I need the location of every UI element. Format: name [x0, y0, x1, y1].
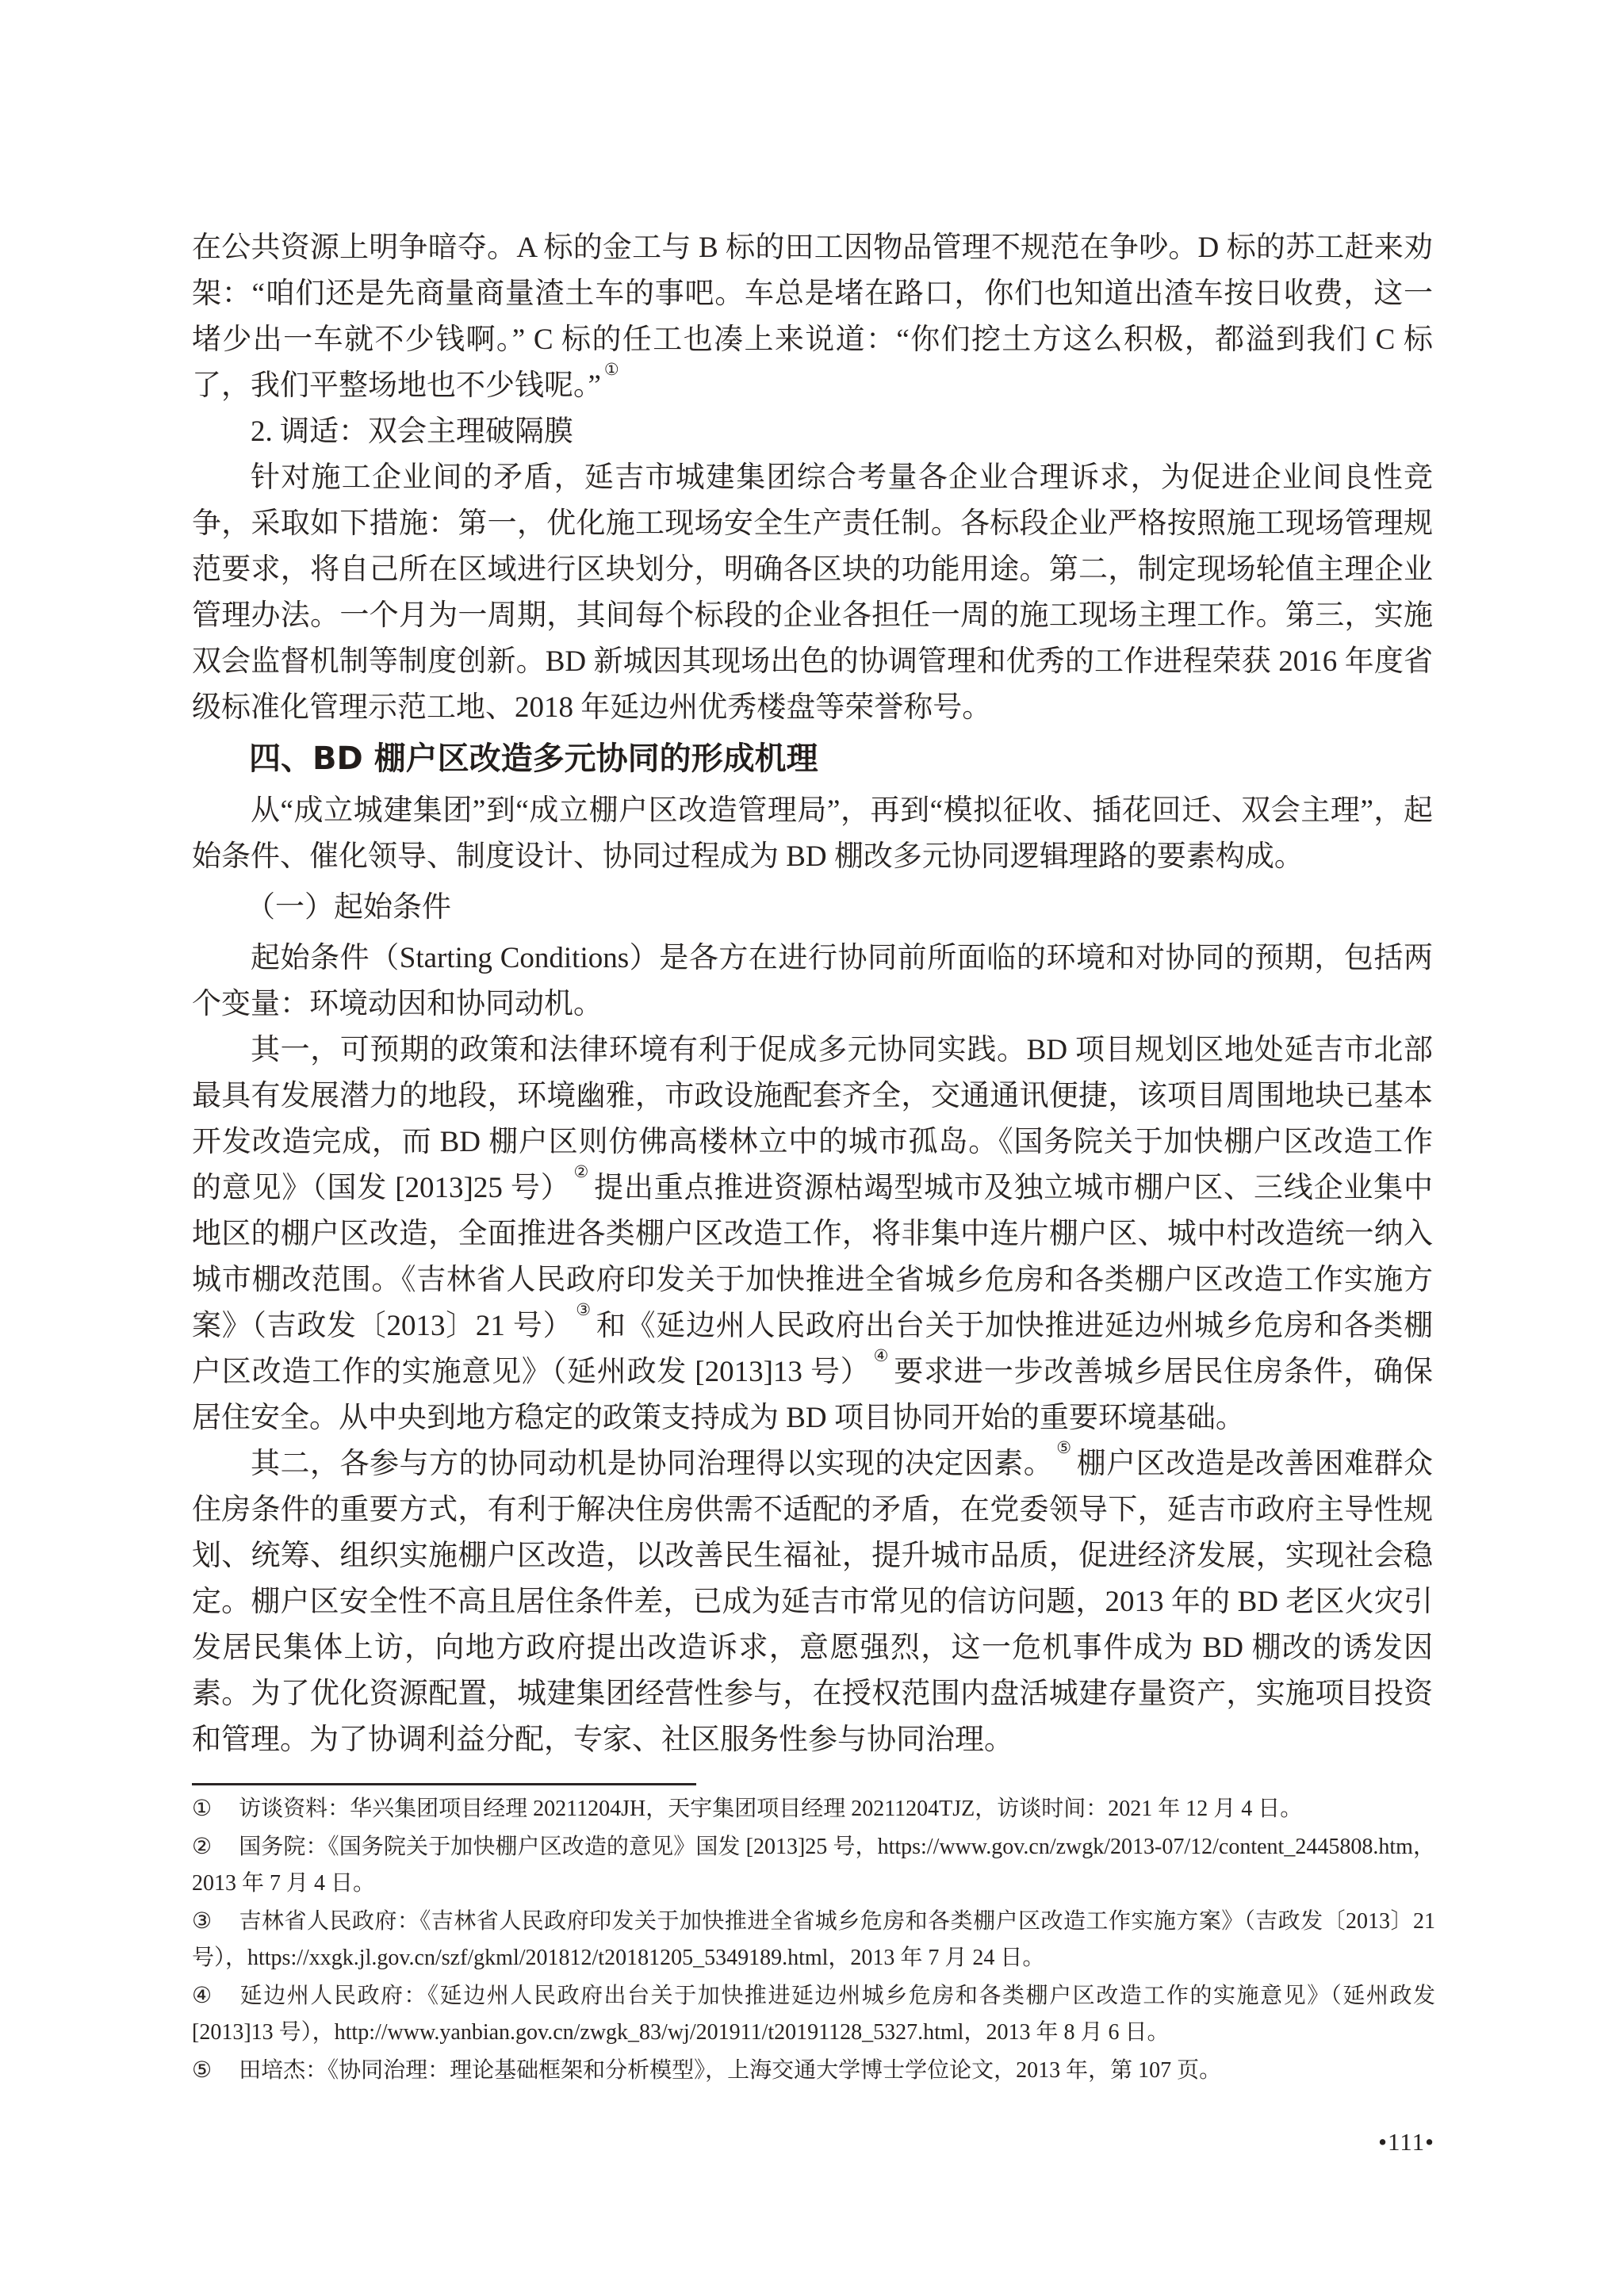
body-paragraph [192, 1438, 1434, 1763]
footnote-divider [192, 1783, 696, 1785]
body-paragraph: 针对施工企业间的矛盾，延吉市城建集团综合考量各企业合理诉求，为促进企业间良性竞争，采取如下措施：第一，优化施工现场安全生产责任制。各标段企业严格按照施工现场管理规范要求，将自己所在区域进行区块划分，明确各区块的功能用途。第二，制定现场轮值主理企业管理办法。一个月为一周期，其间每个标段的企业各担任一周的施工现场主理工作。第三，实施双会监督机制等制度创新。BD 新城因其现场出色的协调管理和优秀的工作进程荣获 2016 年度省级标准化管理示范工地、2018 年延边州优秀楼盘等荣誉称号。 [192, 461, 1433, 724]
footnote-marker: ③ [192, 1909, 213, 1934]
footnote-ref-5: ⑤ [1056, 1438, 1072, 1458]
body-paragraph: 起始条件（Starting Conditions）是各方在进行协同前所面临的环境和对协同的预期，包括两个变量：环境动因和协同动机。 [192, 942, 1433, 1020]
footnote-item [192, 2053, 1435, 2089]
footnote-marker: ⑤ [192, 2058, 213, 2083]
footnote-text: 吉林省人民政府：《吉林省人民政府印发关于加快推进全省城乡危房和各类棚户区改造工作实施方案》（吉政发〔2013〕21 号），https://xxgk.jl.gov.cn/szf/gkml/201812/t20181205_5349189.html，2013 年 7 月 24 日。 [192, 1909, 1435, 1970]
paragraph-text: 和《延边州人民政府出台关于加快推进延边州城乡危房和各类棚户区改造工作的实施意见》（延州政发 [2013]13 号） [192, 1310, 1434, 1388]
paragraph-text: 提出重点推进资源枯竭型城市及独立城市棚户区、三线企业集中地区的棚户区改造，全面推进各类棚户区改造工作，将非集中连片棚户区、城中村改造统一纳入城市棚改范围。《吉林省人民政府印发关于加快推进全省城乡危房和各类棚户区改造工作实施方案》（吉政发〔2013〕21 号） [192, 1172, 1433, 1342]
footnote-item [192, 1978, 1435, 2051]
paragraph-text: 要求进一步改善城乡居民住房条件，确保居住安全。从中央到地方稳定的政策支持成为 BD 项目协同开始的重要环境基础。 [192, 1356, 1434, 1434]
paragraph-text: 其二，各参与方的协同动机是协同治理得以实现的决定因素。 [251, 1448, 1054, 1480]
page-number: •111• [1378, 2128, 1434, 2156]
footnote-item [192, 1829, 1435, 1902]
footnote-ref-3: ③ [576, 1300, 592, 1320]
footnote-text: 延边州人民政府：《延边州人民政府出台关于加快推进延边州城乡危房和各类棚户区改造工作的实施意见》（延州政发 [2013]13 号），http://www.yanbian.gov.cn/zwgk_83/wj/201911/t20191128_5327.html，2013 年 8 月 6 日。 [192, 1984, 1435, 2045]
footnote-text: 国务院：《国务院关于加快棚户区改造的意见》国发 [2013]25 号，https://www.gov.cn/zwgk/2013-07/12/content_2445808.htm，2013 年 7 月 4 日。 [192, 1835, 1435, 1896]
footnote-item [192, 1904, 1435, 1976]
numbered-subheading: 2. 调适：双会主理破隔膜 [251, 415, 573, 448]
footnote-ref-1: ① [603, 360, 619, 380]
paragraph-text: 其一，可预期的政策和法律环境有利于促成多元协同实践。BD 项目规划区地处延吉市北部最具有发展潜力的地段，环境幽雅，市政设施配套齐全，交通通讯便捷，该项目周围地块已基本开发改造完成，而 BD 棚户区则仿佛高楼林立中的城市孤岛。《国务院关于加快棚户区改造工作的意见》（国发 [2013]25 号） [192, 1034, 1433, 1204]
footnote-text: 田培杰：《协同治理：理论基础框架和分析模型》，上海交通大学博士学位论文，2013 年，第 107 页。 [239, 2058, 1222, 2083]
body-paragraph [192, 225, 1433, 409]
sub-heading: （一）起始条件 [246, 891, 451, 924]
footnote-item [192, 1791, 1435, 1827]
paragraph-text: 在公共资源上明争暗夺。A 标的金工与 B 标的田工因物品管理不规范在争吵。D 标的苏工赶来劝架：“咱们还是先商量商量渣土车的事吧。车总是堵在路口，你们也知道出渣车按日收费，这一堵少出一车就不少钱啊。” C 标的任工也凑上来说道：“你们挖土方这么积极，都溢到我们 C 标了，我们平整场地也不少钱呢。” [192, 232, 1433, 402]
footnote-ref-4: ④ [873, 1346, 890, 1366]
footnote-marker: ④ [192, 1984, 213, 2008]
body-paragraph [192, 1027, 1433, 1441]
article-body [192, 225, 1433, 1763]
paragraph-text: 棚户区改造是改善困难群众住房条件的重要方式，有利于解决住房供需不适配的矛盾，在党委领导下，延吉市政府主导性规划、统筹、组织实施棚户区改造，以改善民生福祉，提升城市品质，促进经济发展，实现社会稳定。棚户区安全性不高且居住条件差，已成为延吉市常见的信访问题，2013 年的 BD 老区火灾引发居民集体上访，向地方政府提出改造诉求，意愿强烈，这一危机事件成为 BD 棚改的诱发因素。为了优化资源配置，城建集团经营性参与，在授权范围内盘活城建存量资产，实施项目投资和管理。为了协调利益分配，专家、社区服务性参与协同治理。 [192, 1448, 1434, 1756]
footnote-marker: ② [192, 1835, 213, 1859]
footnote-marker: ① [192, 1797, 213, 1821]
section-heading: 四、BD 棚户区改造多元协同的形成机理 [249, 740, 818, 777]
footnotes-block [192, 1791, 1435, 2091]
footnote-text: 访谈资料：华兴集团项目经理 20211204JH，天宇集团项目经理 20211204TJZ，访谈时间：2021 年 12 月 4 日。 [239, 1797, 1303, 1821]
footnote-ref-2: ② [573, 1162, 590, 1182]
body-paragraph: 从“成立城建集团”到“成立棚户区改造管理局”，再到“模拟征收、插花回迁、双会主理”，起始条件、催化领导、制度设计、协同过程成为 BD 棚改多元协同逻辑理路的要素构成。 [192, 794, 1433, 873]
